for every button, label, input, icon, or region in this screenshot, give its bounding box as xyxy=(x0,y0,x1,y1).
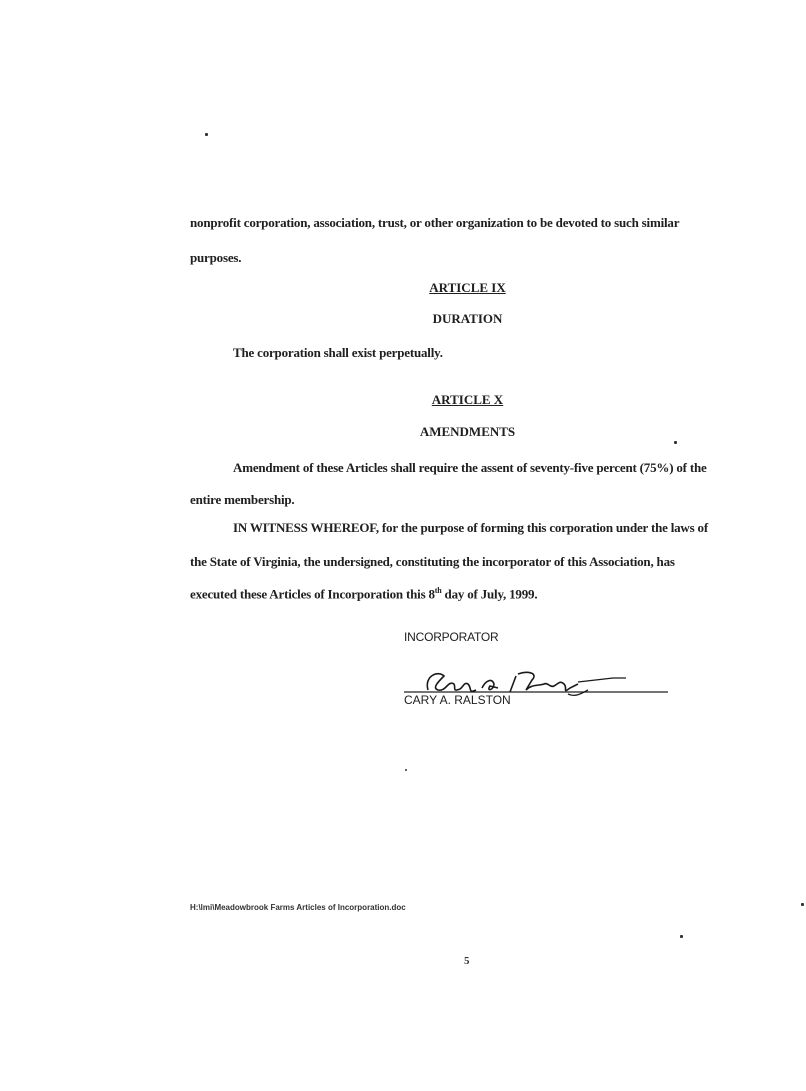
signature-graphic xyxy=(398,662,678,722)
witness-text-line: the State of Virginia, the undersigned, constituting the incorporator of this Association, has xyxy=(190,554,675,569)
article-x-text-line: Amendment of these Articles shall require the assent of seventy-five percent (75%) of the xyxy=(233,460,707,475)
scan-speck xyxy=(405,769,407,771)
scan-speck xyxy=(205,133,208,136)
incorporator-label: INCORPORATOR xyxy=(404,630,499,644)
article-x-heading: ARTICLE X xyxy=(431,392,504,407)
witness-date-suffix: th xyxy=(434,586,442,595)
body-text-line: purposes. xyxy=(190,250,242,265)
file-path-footer: H:\lmi\Meadowbrook Farms Articles of Incorporation.doc xyxy=(190,903,406,912)
article-x-subheading: AMENDMENTS xyxy=(419,424,516,439)
witness-date-text: executed these Articles of Incorporation this 8 xyxy=(190,586,435,602)
witness-text-line xyxy=(190,586,537,602)
witness-text-line: IN WITNESS WHEREOF, for the purpose of forming this corporation under the laws of xyxy=(233,520,708,535)
article-ix-text: The corporation shall exist perpetually. xyxy=(233,345,443,360)
scan-speck xyxy=(680,935,683,938)
article-ix-subheading: DURATION xyxy=(432,311,503,326)
article-x-text-line: entire membership. xyxy=(190,492,295,507)
body-text-line: nonprofit corporation, association, trust, or other organization to be devoted to such similar xyxy=(190,215,680,230)
witness-date-text-end: day of July, 1999. xyxy=(441,586,538,602)
article-ix-heading: ARTICLE IX xyxy=(429,280,506,295)
scan-speck xyxy=(801,903,804,906)
scan-speck xyxy=(674,441,677,444)
signatory-name: CARY A. RALSTON xyxy=(404,693,511,707)
page-number: 5 xyxy=(464,955,470,967)
